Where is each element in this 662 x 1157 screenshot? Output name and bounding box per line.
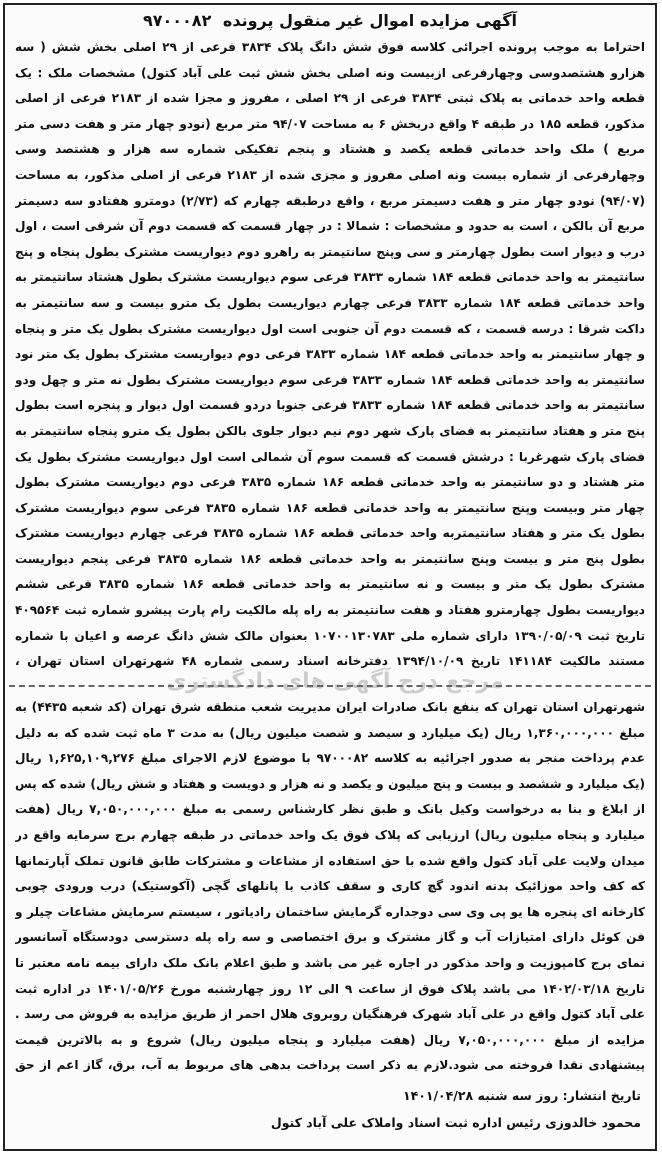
publish-date: تاریخ انتشار: روز سه شنبه ۱۴۰۱/۰۴/۲۸ [402, 1088, 641, 1103]
auction-terms: شهرتهران استان تهران که بنفع بانک صادرات ایران مدیریت شعب منطقه شرق تهران (کد شعبه ۴۴۳۵) به مبلغ ۱,۳۶۰,۰۰۰,۰۰۰ ریال (یک میلیارد و سیصد و شصت میلیون ریال) به مدت ۳ ماه ثبت شده که به دلیل عدم پرداخت منجر به صدور اجرائیه به کلاسه ۹۷۰۰۰۸۲ با موضوع لازم الاجرای مبلغ ۱,۶۲۵,۱۰۹,۲۷۶ ریال (یک میلیارد و ششصد و بیست و پنج میلیون و یکصد و نه هزار و دویست و هفتاد و شش ریال) شده که پس از ابلاغ و بنا به درخواست وکیل بانک و طبق نظر کارشناس رسمی به مبلغ ۷,۰۵۰,۰۰۰,۰۰۰ ریال (هفت میلیارد و پنجاه میلیون ریال) ارزیابی که پلاک فوق یک واحد خدماتی در طبقه چهارم برج سرمایه واقع در میدان ولایت علی آباد کتول واقع شده با حق استفاده از مشاعات و مشترکات طابق قانون تملک آپارتمانها که کف واحد موزائیک بدنه اندود گچ کاری و سقف کاذب با پانلهای گچی (آکوستیک) درب ورودی چوبی کارخانه ای پنجره ها یو پی وی سی دوجداره گرمایش ساختمان رادیاتور ، سیستم سرمایش مشاعات چیلر و فن کوئل دارای امتیازات آب و گاز مشترک و برق اختصاصی و سه راه پله دسترسی دودستگاه آسانسور نمای برج کامپوزیت و واحد مذکور در اجاره غیر می باشد و طبق اعلام بانک ملک دارای بیمه نامه معتبر تا تاریخ ۱۴۰۲/۰۳/۱۸ می باشد پلاک فوق از ساعت ۹ الی ۱۲ روز چهارشنبه مورخ ۱۴۰۱/۰۵/۲۶ در اداره ثبت علی آباد کتول واقع در علی آباد شهرک فرهنگیان روبروی هلال احمر از طریق مزایده به فروش می رسد . مزایده از مبلغ ۷,۰۵۰,۰۰۰,۰۰۰ ریال (هفت میلیارد و پنجاه میلیون ریال) شروع و به بالاترین قیمت پیشنهادی نقدا فروخته می شود.لازم به ذکر است پرداخت بدهی های مربوط به آب، برق، گاز اعم از حق [15, 700, 645, 1073]
signature-line: محمود خالدوزی رئیس اداره ثبت اسناد واملاک علی آباد کتول [270, 1115, 641, 1130]
auction-notice [3, 3, 657, 1151]
watermark: مرجع درج آگهی های دادگستری [166, 669, 504, 694]
case-number: ۹۷۰۰۰۸۲ [142, 11, 212, 30]
notice-title [5, 11, 655, 31]
notice-title-text: آگهی مزایده اموال غیر منقول پرونده [222, 11, 518, 30]
page-seam-divider [9, 685, 651, 687]
property-description: احتراما به موجب پرونده اجرائی کلاسه فوق شش دانگ پلاک ۳۸۳۴ فرعی از ۲۹ اصلی بخش شش ( سه هزارو هشتصدوسی وچهارفرعی ازبیست ونه اصلی بخش شش ثبت علی آباد کتول) مشخصات ملک : یک قطعه واحد خدماتی به پلاک ثبتی ۳۸۳۴ فرعی از ۲۹ اصلی ، مفروز و مجزا شده از ۲۱۸۳ فرعی از اصلی مذکور، قطعه ۱۸۵ در طبقه ۴ واقع دربخش ۶ به مساحت ۹۴/۰۷ متر مربع (نودو چهار متر و هفت دسی متر مربع ) ملک واحد خدماتی قطعه یکصد و هشتاد و پنجم تفکیکی شماره سه هزار و هشتصد وسی وچهارفرعی از شماره بیست ونه اصلی مفروز و مجزی شده از ۲۱۸۳ فرعی از اصلی مذکور، به مساحت (۹۴/۰۷) نودو چهار متر و هفت دسیمتر مربع ، واقع درطبقه چهارم که (۲/۷۳) دومترو هفتادو سه دسیمتر مربع آن بالکن ، است به حدود و مشخصات : شمالا : در چهار قسمت که قسمت دوم آن شرقی است ، اول درب و دیوار است بطول چهارمتر و سی وپنج سانتیمتر به راهرو دوم دیواریست مشترک بطول پنجاه و پنج سانتیمتر به واحد خدماتی قطعه ۱۸۴ شماره ۳۸۳۳ فرعی سوم دیواریست مشترک بطول هشتاد سانتیمتر به واحد خدماتی قطعه ۱۸۴ شماره ۳۸۳۳ فرعی چهارم دیواریست بطول یک مترو بیست و سه سانتیمتر به داکت شرقا : درسه قسمت ، که قسمت دوم آن جنوبی است اول دیواریست مشترک بطول یک متر و پنجاه و چهار سانتیمتر به واحد خدماتی قطعه ۱۸۴ شماره ۳۸۳۳ فرعی دوم دیواریست مشترک بطول یک متر نود سانتیمتر به واحد خدماتی قطعه ۱۸۴ شماره ۳۸۳۳ فرعی سوم دیواریست مشترک بطول نه متر و چهل ودو سانتیمتر به واحد خدماتی قطعه ۱۸۴ شماره ۳۸۳۳ فرعی جنوبا دردو قسمت اول دیوار و پنجره است بطول پنج متر و هفتاد سانتیمتر به فضای پارک شهر دوم نیم دیوار جلوی بالکن بطول یک مترو پنجاه سانتیمتر به فضای پارک شهرغربا : درشش قسمت که قسمت سوم آن شمالی است اول دیواریست مشترک بطول یک متر هشتاد و دو سانتیمتر به واحد خدماتی قطعه ۱۸۶ شماره ۳۸۳۵ فرعی دوم دیواریست مشترک بطول چهار متر وبیست وپنج سانتیمتر به واحد خدماتی قطعه ۱۸۶ شماره ۳۸۳۵ فرعی سوم دیواریست مشترک بطول یک متر و هفتاد سانتیمتربه واحد خدماتی قطعه ۱۸۶ شماره ۳۸۳۵ فرعی چهارم دیواریست مشترک بطول پنج متر و بیست وپنج سانتیمتر به واحد خدماتی قطعه ۱۸۶ شماره ۳۸۳۵ فرعی پنجم دیواریست مشترک بطول یک متر و بیست و نه سانتیمتر به واحد خدماتی قطعه ۱۸۶ شماره ۳۸۳۵ فرعی ششم دیواریست بطول چهارمترو هفتاد و هفت سانتیمتر به راه پله مالکیت رام پارت پیشرو شماره ثبت ۴۰۹۵۶۴ تاریخ ثبت ۱۳۹۰/۰۵/۰۹ دارای شماره ملی ۱۰۷۰۰۱۳۰۷۸۳ بعنوان مالک شش دانگ عرصه و اعیان با شماره مستند مالکیت ۱۴۱۱۸۴ تاریخ ۱۳۹۴/۱۰/۰۹ دفترخانه اسناد رسمی شماره ۴۸ شهرتهران استان تهران ، [15, 40, 645, 669]
